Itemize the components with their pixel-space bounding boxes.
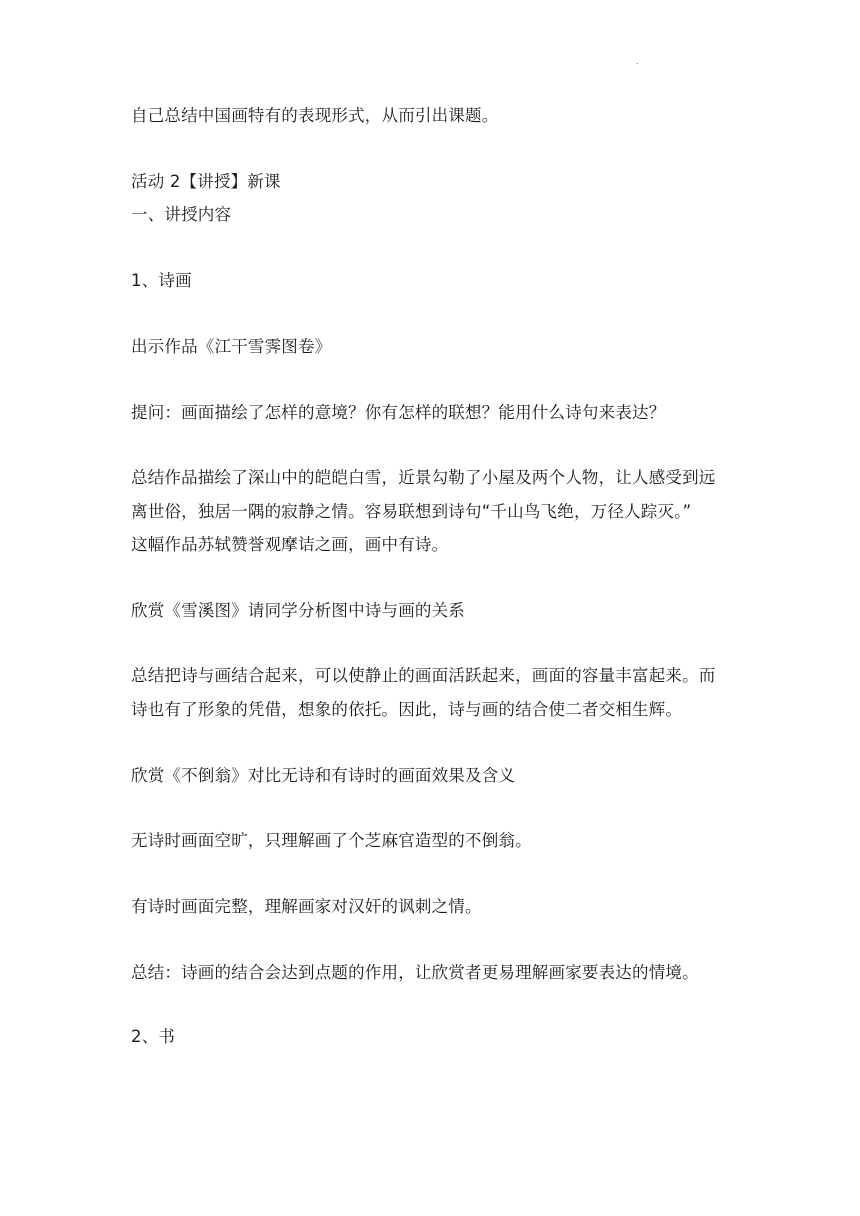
paragraph-line: 欣赏《雪溪图》请同学分析图中诗与画的关系 — [131, 601, 465, 620]
paragraph-line: 总结：诗画的结合会达到点题的作用，让欣赏者更易理解画家要表达的情境。 — [131, 963, 699, 982]
section-heading: 一、讲授内容 — [131, 205, 232, 224]
paragraph-line: 有诗时画面完整，理解画家对汉奸的讽刺之情。 — [131, 897, 482, 916]
paragraph-line: 诗也有了形象的凭借，想象的依托。因此，诗与画的结合使二者交相生辉。 — [131, 700, 683, 719]
paragraph-line: 欣赏《不倒翁》对比无诗和有诗时的画面效果及含义 — [131, 766, 516, 785]
paragraph-line: 无诗时画面空旷，只理解画了个芝麻官造型的不倒翁。 — [131, 831, 532, 850]
intro-line: 自己总结中国画特有的表现形式，从而引出课题。 — [131, 106, 499, 125]
subsection-heading-poetry-painting: 1、诗画 — [131, 271, 192, 290]
paragraph-line: 离世俗，独居一隅的寂静之情。容易联想到诗句“千山鸟飞绝，万径人踪灭。” — [131, 502, 692, 521]
activity-heading: 活动 2【讲授】新课 — [131, 172, 281, 191]
paragraph-line: 这幅作品苏轼赞誉观摩诘之画，画中有诗。 — [131, 535, 449, 554]
paragraph-line: 总结把诗与画结合起来，可以使静止的画面活跃起来，画面的容量丰富起来。而 — [131, 666, 716, 685]
header-mark: . — [636, 57, 639, 66]
paragraph-line: 总结作品描绘了深山中的皑皑白雪，近景勾勒了小屋及两个人物，让人感受到远 — [131, 468, 716, 487]
subsection-heading-calligraphy: 2、书 — [131, 1027, 176, 1046]
paragraph-line: 提问：画面描绘了怎样的意境？你有怎样的联想？能用什么诗句来表达？ — [131, 403, 666, 422]
paragraph-line: 出示作品《江干雪霁图卷》 — [131, 337, 332, 356]
